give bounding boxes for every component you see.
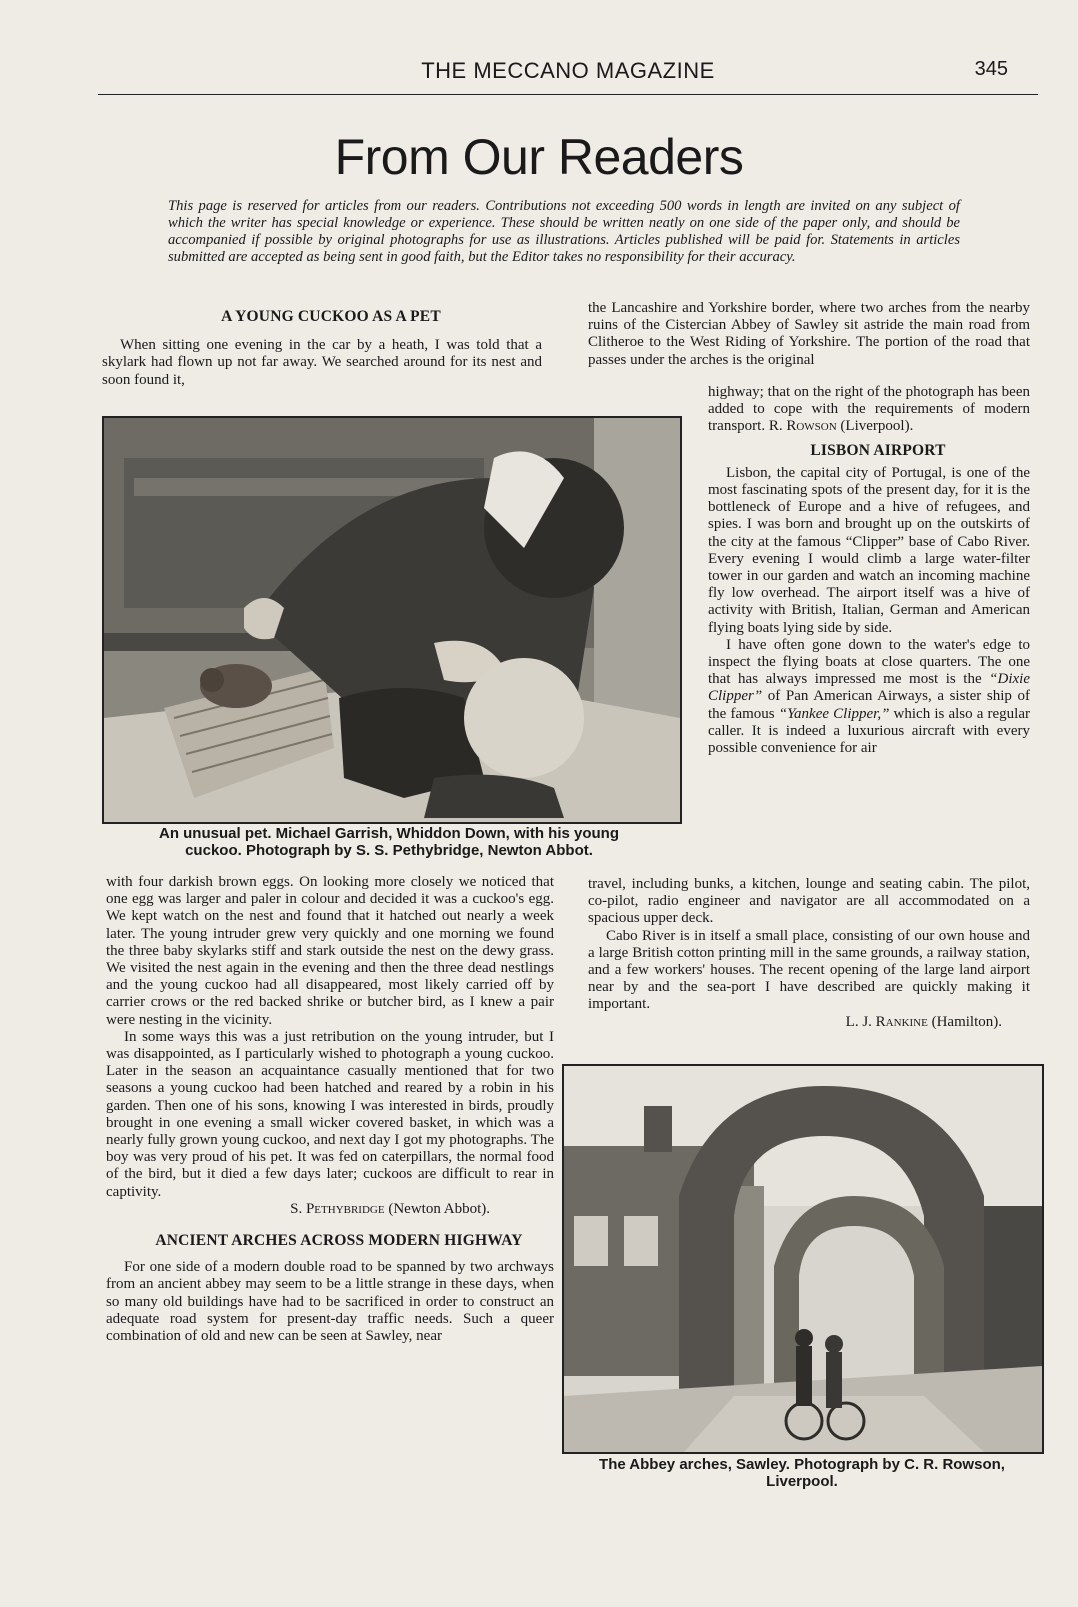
right-narrow-column [708, 384, 1030, 757]
cuckoo-article-top [102, 308, 542, 389]
lisbon-p2-text-c: which is also a regular caller. It is indeed a luxurious aircraft with every possible convenience for air [708, 705, 1030, 757]
abbey-arches-caption [560, 1456, 1044, 1490]
lisbon-byline-name: L. J. Rankine [845, 1013, 928, 1030]
lisbon-paragraph-2 [708, 637, 1030, 757]
page-number: 345 [974, 58, 1008, 80]
cuckoo-caption-line-1: An unusual pet. Michael Garrish, Whiddon Down, with his young [158, 825, 619, 842]
lisbon-continuation [588, 876, 1030, 1031]
cuckoo-article-bottom [106, 874, 554, 1345]
abbey-caption-line-1: The Abbey arches, Sawley. Photograph by C. R. Rowson, [599, 1456, 1005, 1473]
cuckoo-byline-name: S. Pethybridge [290, 1200, 385, 1217]
arches-heading: ANCIENT ARCHES ACROSS MODERN HIGHWAY [155, 1232, 523, 1250]
abbey-arches-photo [562, 1064, 1044, 1454]
intro-note: This page is reserved for articles from our readers. Contributions not exceeding 500 words in length are invited on any subject of which the writer has special knowledge or experience. These should be written neatly on one side of the paper only, and should be accompanied if possible by original photographs for use as illustrations. Articles published will be paid for. Statements in articles submitted are accepted as being sent in good faith, but the Editor takes no responsibility for their accuracy. [168, 198, 960, 265]
cuckoo-photo [102, 416, 682, 824]
cuckoo-caption-line-2: cuckoo. Photograph by S. S. Pethybridge, Newton Abbot. [185, 842, 593, 859]
magazine-title: THE MECCANO MAGAZINE [421, 58, 715, 83]
cuckoo-photo-illustration [104, 418, 680, 822]
lisbon-byline [588, 1014, 1002, 1031]
lisbon-p2-text-b: of Pan American Airways, a sister ship of the famous [708, 688, 1030, 722]
lisbon-byline-place: (Hamilton). [931, 1013, 1002, 1030]
arches-byline-name: R. Rowson [768, 418, 837, 435]
cuckoo-byline-place: (Newton Abbot). [388, 1200, 490, 1217]
running-header [98, 58, 1038, 95]
arches-paragraph-1: For one side of a modern double road to be spanned by two archways from an ancient abbey may seem to be a little strange in these days, when so many old buildings have had to be sacrificed in order to construct an adequate road system for present-day traffic needs. Such a queer combination of old and new can be seen at Sawley, near [106, 1259, 554, 1345]
cuckoo-photo-caption [96, 825, 682, 859]
cuckoo-heading: A YOUNG CUCKOO AS A PET [221, 308, 441, 325]
lisbon-paragraph-2-cont: travel, including bunks, a kitchen, lounge and seating cabin. The pilot, co-pilot, radio engineer and navigator are all accommodated on a spacious upper deck. [588, 876, 1030, 927]
abbey-arches-illustration [564, 1066, 1042, 1452]
lisbon-paragraph-3: Cabo River is in itself a small place, consisting of our own house and a large British cotton printing mill in the same grounds, a railway station, and a few workers' houses. The recent opening of the large land airport near by and the sea-port I have described are quickly making it important. [588, 927, 1030, 1013]
arches-text-end: highway; that on the right of the photograph has been added to cope with the requirements of modern transport. [708, 384, 1030, 435]
lisbon-heading: LISBON AIRPORT [810, 441, 946, 459]
arches-continuation-wide [588, 300, 1030, 369]
cuckoo-byline [106, 1201, 490, 1218]
arches-paragraph-cont: the Lancashire and Yorkshire border, where two arches from the nearby ruins of the Cistercian Abbey of Sawley sit astride the main road from Clitheroe to the West Riding of Yorkshire. The portion of the road that passes under the arches is the original [588, 300, 1030, 368]
yankee-clipper-name: “Yankee Clipper,” [778, 705, 890, 722]
arches-byline-place: (Liverpool). [840, 418, 914, 435]
lisbon-paragraph-1: Lisbon, the capital city of Portugal, is one of the most fascinating spots of the present day, for it is the bottleneck of Europe and a hive of refugees, and spies. I was born and brought up on the outskirts of the city at the famous “Clipper” base of Cabo River. Every evening I would climb a large water-filter tower in our garden and watch an incoming machine fly low overhead. The airport itself was a hive of activity with British, Italian, German and American flying boats lying side by side. [708, 464, 1030, 636]
abbey-caption-line-2: Liverpool. [766, 1473, 838, 1490]
cuckoo-paragraph-1: When sitting one evening in the car by a heath, I was told that a skylark had flown up not far away. We searched around for its nest and soon found it, [102, 337, 542, 388]
dixie-clipper-name: “Dixie Clipper” [708, 671, 1030, 705]
cuckoo-paragraph-2: In some ways this was a just retribution on the young intruder, but I was disappointed, as I particularly wished to photograph a young cuckoo. Later in the season an acquaintance casually mentioned that for two seasons a young cuckoo had been hatched and reared by a robin in his garden. Then one of his sons, knowing I was interested in birds, proudly brought in one evening a small wicker covered basket, in which was a nearly fully grown young cuckoo, and next day I got my photographs. The boy was very proud of his pet. It was fed on caterpillars, the normal food of the bird, but it died a few days later; cuckoos are difficult to rear in captivity. [106, 1028, 554, 1200]
cuckoo-paragraph-1-cont: with four darkish brown eggs. On looking more closely we noticed that one egg was larger and paler in colour and decided it was a cuckoo's egg. We kept watch on the nest and found that it hatched out nearly a week later. The young intruder grew very quickly and one morning we found the three baby skylarks stiff and stark outside the nest on the dewy grass. We visited the nest again in the evening and then the three dead nestlings and the young cuckoo had all disappeared, most likely carried off by carrier crows or the red backed shrike or butcher bird, as I knew a pair were nesting in the vicinity. [106, 874, 554, 1028]
lisbon-p2-text-a: I have often gone down to the water's edge to inspect the flying boats at close quarters. The one that has always impressed me most is the [708, 636, 1030, 688]
page-title: From Our Readers [334, 129, 744, 185]
arches-paragraph-end [708, 384, 1030, 436]
